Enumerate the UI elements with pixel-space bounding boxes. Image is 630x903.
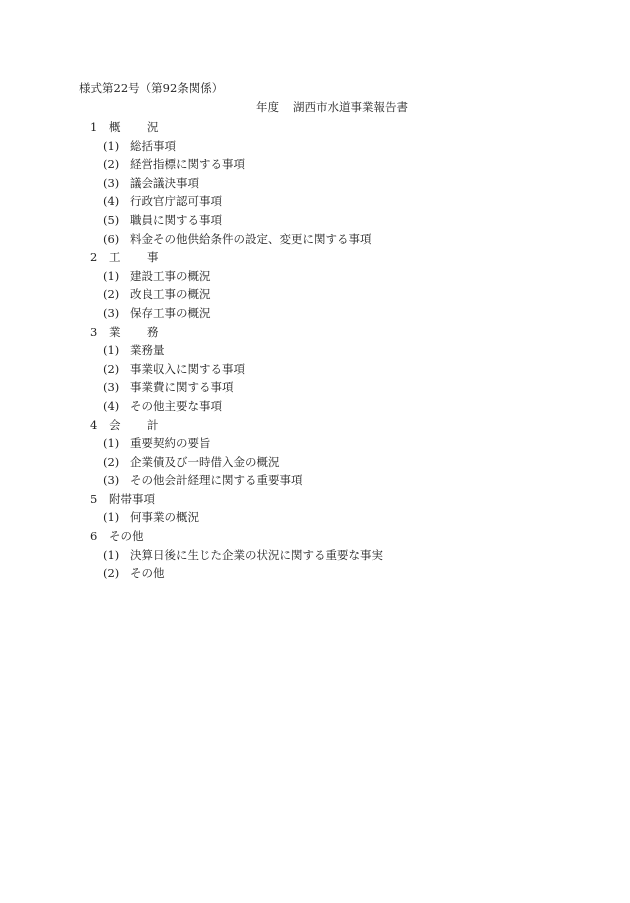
section-title-char-2: 計 — [147, 417, 159, 432]
outline-item — [0, 546, 630, 565]
section-heading — [0, 490, 630, 509]
outline-item — [0, 341, 630, 360]
outline-item — [0, 397, 630, 416]
document-title — [256, 99, 408, 115]
section-title-char-1: 概 — [109, 120, 121, 134]
item-number: (4) — [103, 194, 120, 209]
section-heading — [0, 416, 630, 435]
item-label: 重要契約の要旨 — [130, 436, 211, 451]
outline-item — [0, 267, 630, 286]
section-title-char-2: 況 — [147, 120, 159, 134]
report-outline — [0, 118, 630, 583]
item-label: その他主要な事項 — [130, 398, 222, 413]
item-label: 企業債及び一時借入金の概況 — [130, 454, 280, 469]
outline-item — [0, 564, 630, 583]
section-title — [109, 248, 159, 267]
section-title-char-1: 会 — [109, 417, 121, 432]
title-main: 湖西市水道事業報告書 — [293, 100, 408, 114]
outline-item — [0, 304, 630, 323]
item-number: (1) — [103, 343, 120, 358]
item-label: 決算日後に生じた企業の状況に関する重要な事実 — [130, 547, 383, 562]
section-heading — [0, 323, 630, 342]
section-title-char-1: 業 — [109, 324, 121, 339]
section-title — [109, 118, 159, 137]
item-number: (5) — [103, 212, 120, 227]
item-number: (2) — [103, 157, 120, 172]
section-title — [109, 416, 159, 435]
outline-item — [0, 230, 630, 249]
item-label: 建設工事の概況 — [130, 268, 211, 283]
section-number: 5 — [90, 491, 98, 506]
item-number: (3) — [103, 305, 120, 320]
outline-item — [0, 434, 630, 453]
item-label: 経営指標に関する事項 — [130, 157, 245, 172]
section-number: 6 — [90, 529, 98, 544]
item-number: (1) — [103, 268, 120, 283]
section-title-char-2: 務 — [147, 324, 159, 339]
item-number: (6) — [103, 231, 120, 246]
item-number: (1) — [103, 436, 120, 451]
outline-item — [0, 155, 630, 174]
item-number: (2) — [103, 566, 120, 581]
item-label: 業務量 — [130, 343, 165, 358]
item-label: その他 — [130, 566, 165, 581]
section-number: 2 — [90, 250, 98, 265]
outline-item — [0, 471, 630, 490]
title-year-prefix: 年度 — [256, 100, 279, 114]
outline-item — [0, 211, 630, 230]
section-heading — [0, 118, 630, 137]
item-number: (4) — [103, 398, 120, 413]
item-label: 事業費に関する事項 — [130, 380, 234, 395]
item-number: (1) — [103, 138, 120, 153]
section-number: 1 — [90, 120, 98, 134]
item-label: 保存工事の概況 — [130, 305, 211, 320]
item-number: (3) — [103, 380, 120, 395]
form-identifier: 様式第22号（第92条関係） — [79, 81, 224, 95]
item-label: 料金その他供給条件の設定、変更に関する事項 — [130, 231, 372, 246]
item-number: (2) — [103, 287, 120, 302]
outline-item — [0, 453, 630, 472]
section-number: 4 — [90, 417, 98, 432]
section-heading — [0, 527, 630, 546]
item-number: (3) — [103, 175, 120, 190]
section-title-char-2: 事 — [147, 250, 159, 265]
outline-item — [0, 378, 630, 397]
section-number: 3 — [90, 324, 98, 339]
item-label: 総括事項 — [130, 138, 176, 153]
section-heading — [0, 248, 630, 267]
item-label: 事業収入に関する事項 — [130, 361, 245, 376]
section-title — [109, 323, 159, 342]
section-title-char-1: 工 — [109, 250, 121, 265]
outline-item — [0, 285, 630, 304]
item-number: (3) — [103, 473, 120, 488]
item-label: 行政官庁認可事項 — [130, 194, 222, 209]
outline-item — [0, 137, 630, 156]
outline-item — [0, 174, 630, 193]
section-title: その他 — [109, 529, 144, 544]
section-title: 附帯事項 — [109, 491, 155, 506]
outline-item — [0, 360, 630, 379]
item-label: 職員に関する事項 — [130, 212, 222, 227]
item-number: (2) — [103, 454, 120, 469]
item-label: その他会計経理に関する重要事項 — [130, 473, 303, 488]
item-number: (1) — [103, 510, 120, 525]
item-label: 何事業の概況 — [130, 510, 199, 525]
item-number: (2) — [103, 361, 120, 376]
outline-item — [0, 508, 630, 527]
item-label: 議会議決事項 — [130, 175, 199, 190]
outline-item — [0, 192, 630, 211]
item-label: 改良工事の概況 — [130, 287, 211, 302]
item-number: (1) — [103, 547, 120, 562]
